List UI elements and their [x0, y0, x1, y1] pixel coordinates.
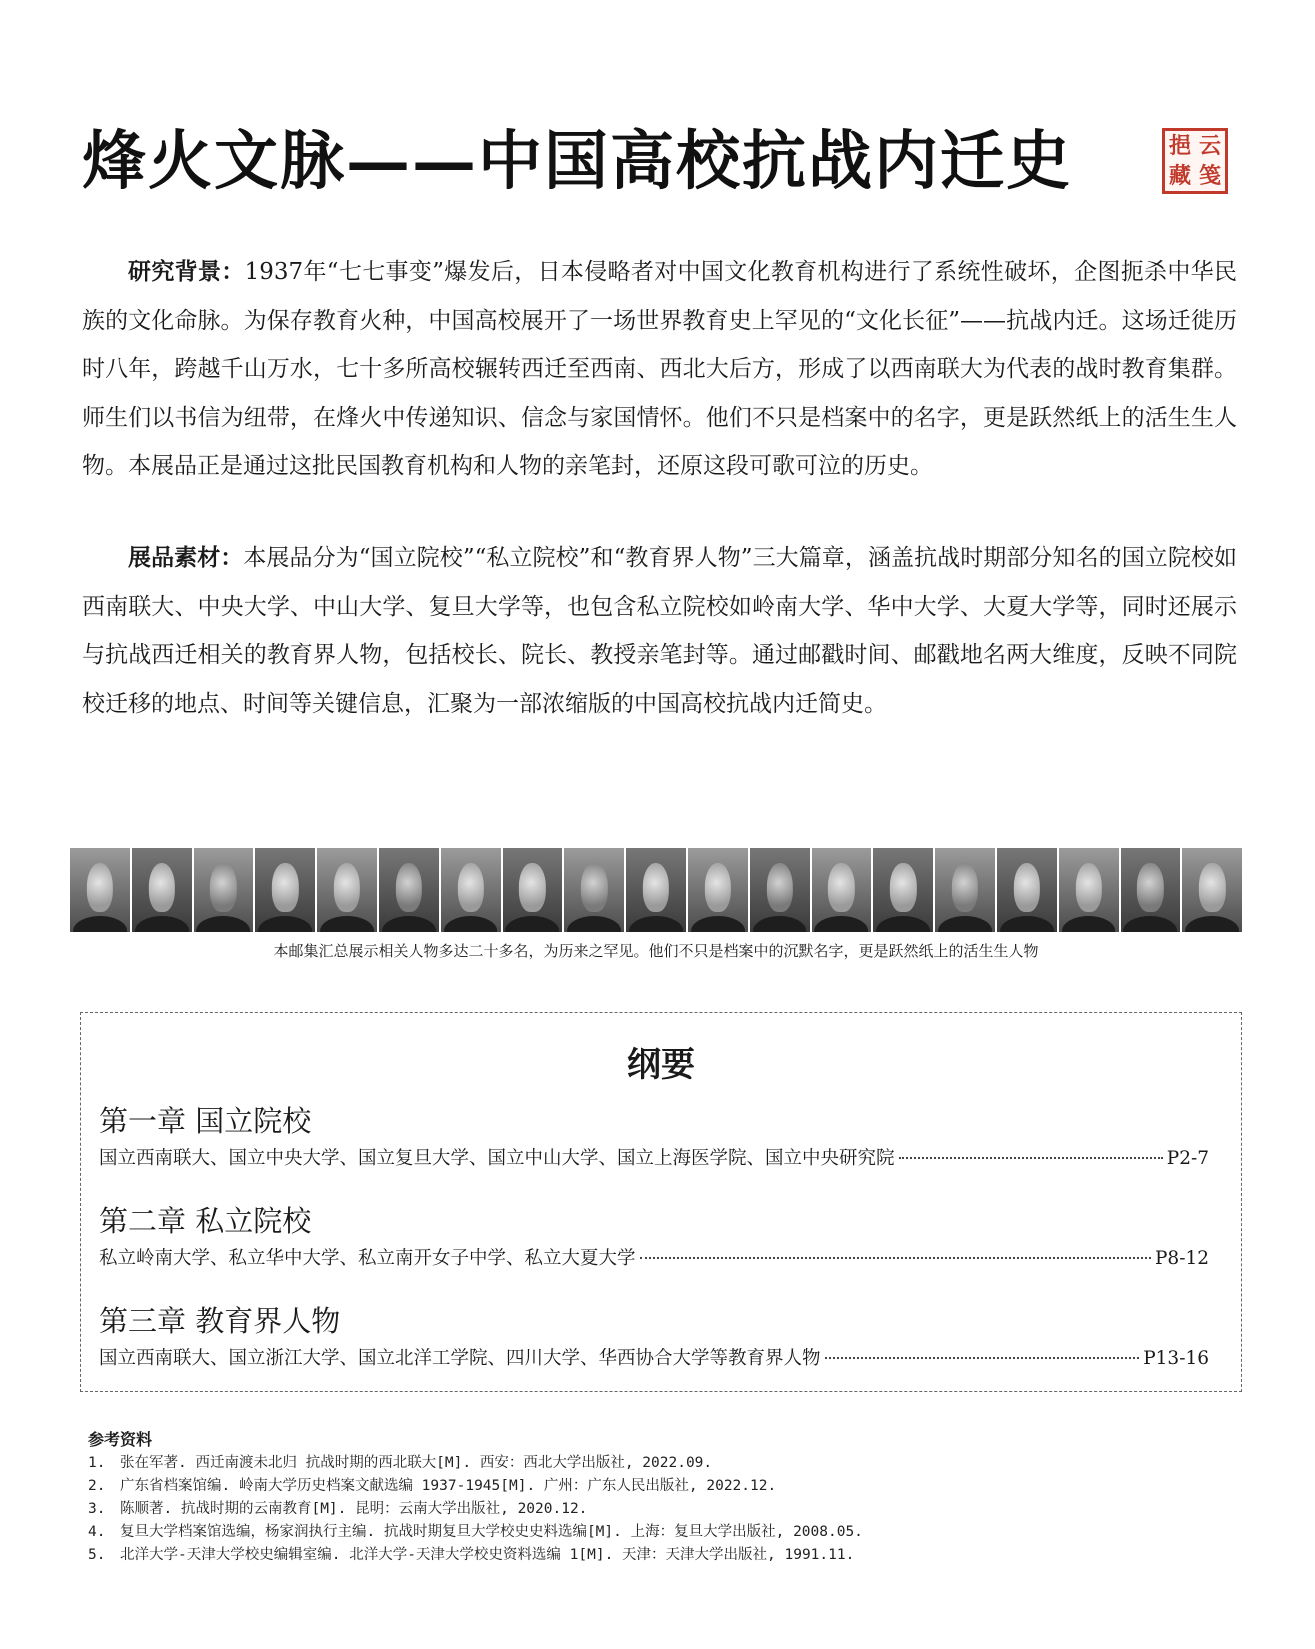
references	[88, 1428, 1238, 1567]
portrait-photo	[812, 848, 872, 932]
materials-paragraph	[82, 534, 1237, 728]
background-paragraph	[82, 248, 1237, 491]
title-row	[82, 122, 1242, 210]
outline-box	[80, 1012, 1242, 1392]
reference-item	[88, 1544, 1238, 1567]
reference-item	[88, 1521, 1238, 1544]
reference-item	[88, 1452, 1238, 1475]
portrait-photo	[317, 848, 377, 932]
portrait-strip	[70, 848, 1242, 932]
dot-leader	[899, 1157, 1163, 1159]
portrait-photo	[626, 848, 686, 932]
seal-char: 挹	[1168, 133, 1191, 159]
portrait-photo	[379, 848, 439, 932]
portrait-photo	[441, 848, 501, 932]
portrait-photo	[750, 848, 810, 932]
portrait-photo	[255, 848, 315, 932]
portrait-photo	[688, 848, 748, 932]
seal-stamp-icon	[1162, 128, 1228, 194]
chapter-items: 私立岭南大学、私立华中大学、私立南开女子中学、私立大夏大学	[99, 1248, 636, 1269]
portrait-photo	[873, 848, 933, 932]
dot-leader	[640, 1257, 1151, 1259]
seal-char: 藏	[1168, 163, 1191, 189]
portrait-photo	[1121, 848, 1181, 932]
chapter-pages: P2-7	[1166, 1148, 1209, 1169]
chapter-items: 国立西南联大、国立浙江大学、国立北洋工学院、四川大学、华西协合大学等教育界人物	[99, 1348, 821, 1369]
portrait-photo	[194, 848, 254, 932]
reference-number: 1.	[88, 1455, 106, 1471]
reference-number: 2.	[88, 1478, 106, 1494]
portrait-photo	[132, 848, 192, 932]
chapter-toc-line	[99, 1245, 1209, 1273]
chapter-toc-line	[99, 1145, 1209, 1173]
materials-text: 本展品分为“国立院校”“私立院校”和“教育界人物”三大篇章，涵盖抗战时期部分知名的国立院校如西南联大、中央大学、中山大学、复旦大学等，也包含私立院校如岭南大学、华中大学、大夏大学等，同时还展示与抗战西迁相关的教育界人物，包括校长、院长、教授亲笔封等。通过邮戳时间、邮戳地名两大维度，反映不同院校迁移的地点、时间等关键信息，汇聚为一部浓缩版的中国高校抗战内迁简史。	[82, 545, 1237, 717]
seal-char: 笺	[1198, 163, 1221, 189]
reference-text: 张在军著. 西迁南渡未北归 抗战时期的西北联大[M]. 西安：西北大学出版社, 2022.09.	[120, 1455, 713, 1471]
chapter-toc-line	[99, 1345, 1209, 1373]
materials-label: 展品素材：	[128, 544, 244, 571]
reference-number: 5.	[88, 1547, 106, 1563]
portrait-photo	[1182, 848, 1242, 932]
portrait-photo	[997, 848, 1057, 932]
chapter-pages: P13-16	[1143, 1348, 1209, 1369]
background-label: 研究背景：	[128, 258, 245, 285]
chapter-3	[99, 1301, 1209, 1373]
reference-text: 陈顺著. 抗战时期的云南教育[M]. 昆明：云南大学出版社, 2020.12.	[120, 1501, 588, 1517]
reference-number: 3.	[88, 1501, 106, 1517]
background-text: 1937年“七七事变”爆发后，日本侵略者对中国文化教育机构进行了系统性破坏，企图扼杀中华民族的文化命脉。为保存教育火种，中国高校展开了一场世界教育史上罕见的“文化长征”——抗战内迁。这场迁徙历时八年，跨越千山万水，七十多所高校辗转西迁至西南、西北大后方，形成了以西南联大为代表的战时教育集群。师生们以书信为纽带，在烽火中传递知识、信念与家国情怀。他们不只是档案中的名字，更是跃然纸上的活生生人物。本展品正是通过这批民国教育机构和人物的亲笔封，还原这段可歌可泣的历史。	[82, 259, 1237, 479]
portrait-caption: 本邮集汇总展示相关人物多达二十多名，为历来之罕见。他们不只是档案中的沉默名字，更是跃然纸上的活生生人物	[273, 942, 1039, 960]
portrait-photo	[564, 848, 624, 932]
reference-text: 广东省档案馆编. 岭南大学历史档案文献选编 1937-1945[M]. 广州：广东人民出版社, 2022.12.	[120, 1478, 777, 1494]
chapter-items: 国立西南联大、国立中央大学、国立复旦大学、国立中山大学、国立上海医学院、国立中央研究院	[99, 1148, 895, 1169]
references-title: 参考资料	[88, 1430, 153, 1449]
reference-number: 4.	[88, 1524, 106, 1540]
chapter-1	[99, 1101, 1209, 1173]
chapter-title: 第二章 私立院校	[99, 1204, 312, 1238]
reference-item	[88, 1475, 1238, 1498]
chapter-pages: P8-12	[1154, 1248, 1209, 1269]
reference-text: 北洋大学-天津大学校史编辑室编. 北洋大学-天津大学校史资料选编 1[M]. 天津：天津大学出版社, 1991.11.	[120, 1547, 855, 1563]
portrait-photo	[503, 848, 563, 932]
dot-leader	[825, 1357, 1140, 1359]
portrait-photo	[935, 848, 995, 932]
chapter-title: 第三章 教育界人物	[99, 1304, 341, 1338]
reference-text: 复旦大学档案馆选编，杨家润执行主编. 抗战时期复旦大学校史史料选编[M]. 上海：复旦大学出版社, 2008.05.	[120, 1524, 863, 1540]
page-title: 烽火文脉——中国高校抗战内迁史	[82, 124, 1072, 199]
chapter-title: 第一章 国立院校	[99, 1104, 312, 1138]
chapter-2	[99, 1201, 1209, 1273]
outline-title: 纲要	[627, 1045, 695, 1085]
portrait-photo	[1059, 848, 1119, 932]
reference-item	[88, 1498, 1238, 1521]
seal-char: 云	[1198, 133, 1221, 159]
portrait-photo	[70, 848, 130, 932]
